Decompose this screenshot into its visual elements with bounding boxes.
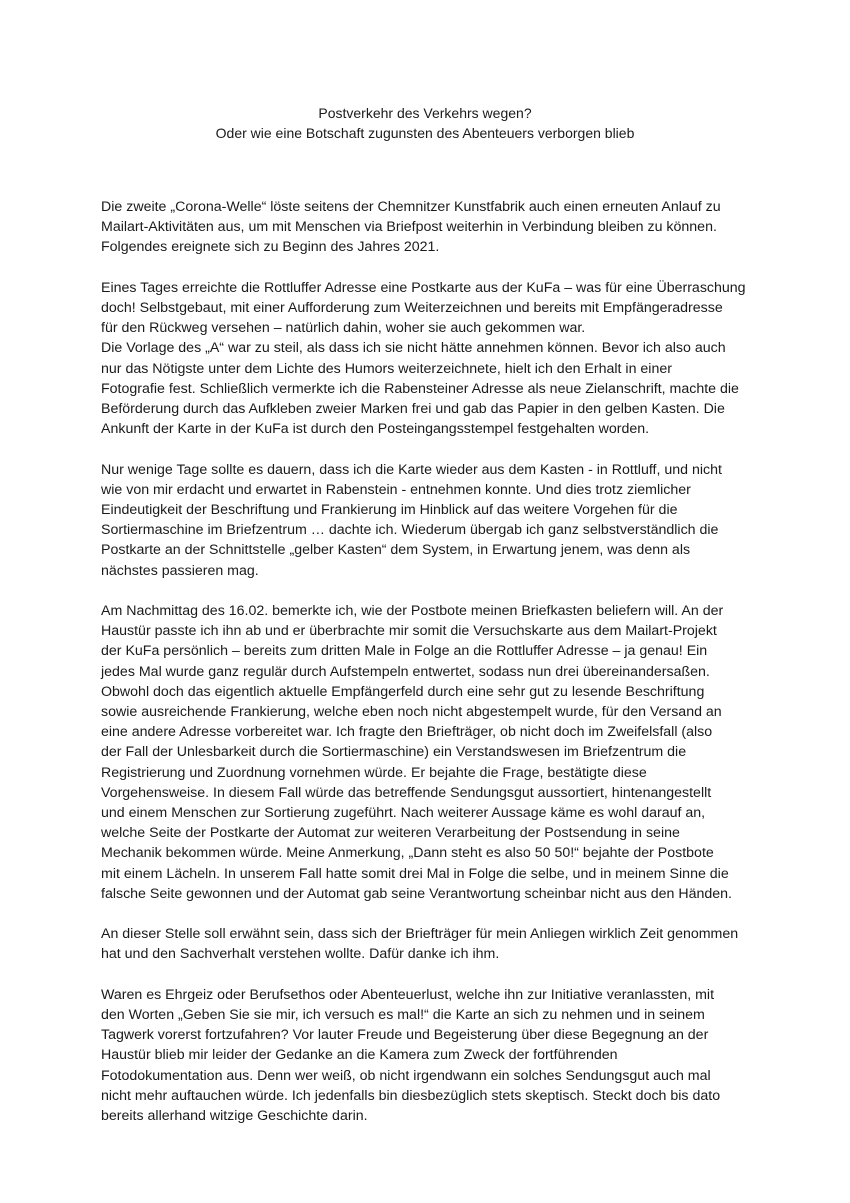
text-line: welche Seite der Postkarte der Automat zur weiteren Verarbeitung der Postsendung in seine: [101, 825, 680, 842]
text-line: Am Nachmittag des 16.02. bemerkte ich, wie der Postbote meinen Briefkasten beliefern will. An der: [101, 603, 724, 620]
text-line: Eines Tages erreichte die Rottluffer Adresse eine Postkarte aus der KuFa – was für eine Überraschung: [101, 279, 746, 296]
paragraph: [101, 985, 749, 1126]
text-line: und einem Menschen zur Sortierung zugeführt. Nach weiterer Aussage käme es wohl darauf an,: [101, 805, 706, 822]
text-line: wie von mir erdacht und erwartet in Rabenstein - entnehmen konnte. Und dies trotz ziemlicher: [101, 481, 691, 498]
text-line: Obwohl doch das eigentlich aktuelle Empfängerfeld durch eine sehr gut zu lesende Beschriftung: [101, 683, 705, 700]
text-line: Waren es Ehrgeiz oder Berufsethos oder Abenteuerlust, welche ihn zur Initiative veranlassten, mit: [101, 986, 715, 1003]
text-line: Ankunft der Karte in der KuFa ist durch den Posteingangsstempel festgehalten worden.: [101, 421, 650, 438]
text-line: für den Rückweg versehen – natürlich dahin, woher sie auch gekommen war.: [101, 320, 586, 337]
text-line: nur das Nötigste unter dem Lichte des Humors weiterzeichnete, hielt ich den Erhalt in einer: [101, 360, 672, 377]
text-line: Fotodokumentation aus. Denn wer weiß, ob nicht irgendwann ein solches Sendungsgut auch mal: [101, 1067, 711, 1084]
text-line: Nur wenige Tage sollte es dauern, dass ich die Karte wieder aus dem Kasten - in Rottluff, und nicht: [101, 461, 722, 478]
text-line: eine andere Adresse vorbereitet war. Ich fragte den Briefträger, ob nicht doch im Zweifelsfall (also: [101, 724, 713, 741]
text-line: der KuFa persönlich – bereits zum dritten Male in Folge an die Rottluffer Adresse – ja genau! Ein: [101, 643, 708, 660]
paragraph: [101, 278, 749, 440]
text-line: Die Vorlage des „A“ war zu steil, als dass ich sie nicht hätte annehmen können. Bevor ich also auch: [101, 340, 726, 357]
text-line: Folgendes ereignete sich zu Beginn des Jahres 2021.: [101, 239, 440, 256]
document-title: [100, 103, 750, 143]
title-line: Postverkehr des Verkehrs wegen?: [318, 105, 532, 121]
subtitle-line: Oder wie eine Botschaft zugunsten des Abenteuers verborgen blieb: [215, 125, 635, 141]
paragraph: [101, 601, 749, 904]
text-line: mit einem Lächeln. In unserem Fall hatte somit drei Mal in Folge die selbe, und in meinem Sinne die: [101, 865, 729, 882]
text-line: doch! Selbstgebaut, mit einer Aufforderung zum Weiterzeichnen und bereits mit Empfängeradresse: [101, 300, 723, 316]
text-line: Haustür blieb mir leider der Gedanke an die Kamera zum Zweck der fortführenden: [101, 1047, 618, 1064]
text-line: Haustür passte ich ihn ab und er überbrachte mir somit die Versuchskarte aus dem Mailart-Projekt: [101, 623, 717, 640]
text-line: sowie ausreichende Frankierung, welche eben noch nicht abgestempelt wurde, für den Versand an: [101, 704, 722, 721]
text-line: Tagwerk vorerst fortzufahren? Vor lauter Freude und Begeisterung über diese Begegnung an der: [101, 1027, 709, 1044]
text-line: der Fall der Unlesbarkeit durch die Sortiermaschine) ein Verstandswesen im Briefzentrum die: [101, 744, 687, 761]
text-line: Vorgehensweise. In diesem Fall würde das betreffende Sendungsgut aussortiert, hintenangestellt: [101, 784, 712, 801]
text-line: Mechanik bekommen würde. Meine Anmerkung, „Dann steht es also 50 50!“ bejahte der Postbote: [101, 845, 714, 862]
paragraph: [101, 924, 749, 964]
text-line: nicht mehr auftauchen würde. Ich jedenfalls bin diesbezüglich stets skeptisch. Steckt doch bis dato: [101, 1087, 721, 1104]
text-line: Die zweite „Corona-Welle“ löste seitens der Chemnitzer Kunstfabrik auch einen erneuten Anlauf zu: [101, 199, 721, 215]
text-line: jedes Mal wurde ganz regulär durch Aufstempeln entwertet, sodass nun drei übereinandersaßen.: [101, 663, 710, 680]
text-line: Postkarte an der Schnittstelle „gelber Kasten“ dem System, in Erwartung jenem, was denn als: [101, 542, 691, 559]
paragraph: [101, 197, 749, 258]
text-line: nächstes passieren mag.: [101, 562, 259, 579]
text-line: Eindeutigkeit der Beschriftung und Frankierung im Hinblick auf das weitere Vorgehen für die: [101, 502, 678, 519]
text-line: falsche Seite gewonnen und der Automat gab seine Verantwortung scheinbar nicht aus den Händen.: [101, 885, 732, 902]
document-body: [101, 197, 749, 1146]
text-line: Mailart-Aktivitäten aus, um mit Menschen via Briefpost weiterhin in Verbindung bleiben zu können.: [101, 219, 717, 236]
paragraph: [101, 460, 749, 581]
text-line: hat und den Sachverhalt verstehen wollte. Dafür danke ich ihm.: [101, 946, 500, 963]
text-line: bereits allerhand witzige Geschichte darin.: [101, 1108, 368, 1125]
text-line: Sortiermaschine im Briefzentrum … dachte ich. Wiederum übergab ich ganz selbstverständlich die: [101, 522, 719, 539]
text-line: Beförderung durch das Aufkleben zweier Marken frei und gab das Papier in den gelben Kasten. Die: [101, 401, 725, 418]
text-line: den Worten „Geben Sie sie mir, ich versuch es mal!“ die Karte an sich zu nehmen und in seinem: [101, 1007, 705, 1024]
text-line: An dieser Stelle soll erwähnt sein, dass sich der Briefträger für mein Anliegen wirklich Zeit genommen: [101, 926, 739, 943]
text-line: Registrierung und Zuordnung vornehmen würde. Er bejahte die Frage, bestätigte diese: [101, 764, 647, 781]
text-line: Fotografie fest. Schließlich vermerkte ich die Rabensteiner Adresse als neue Zielanschrift, machte die: [101, 380, 739, 397]
